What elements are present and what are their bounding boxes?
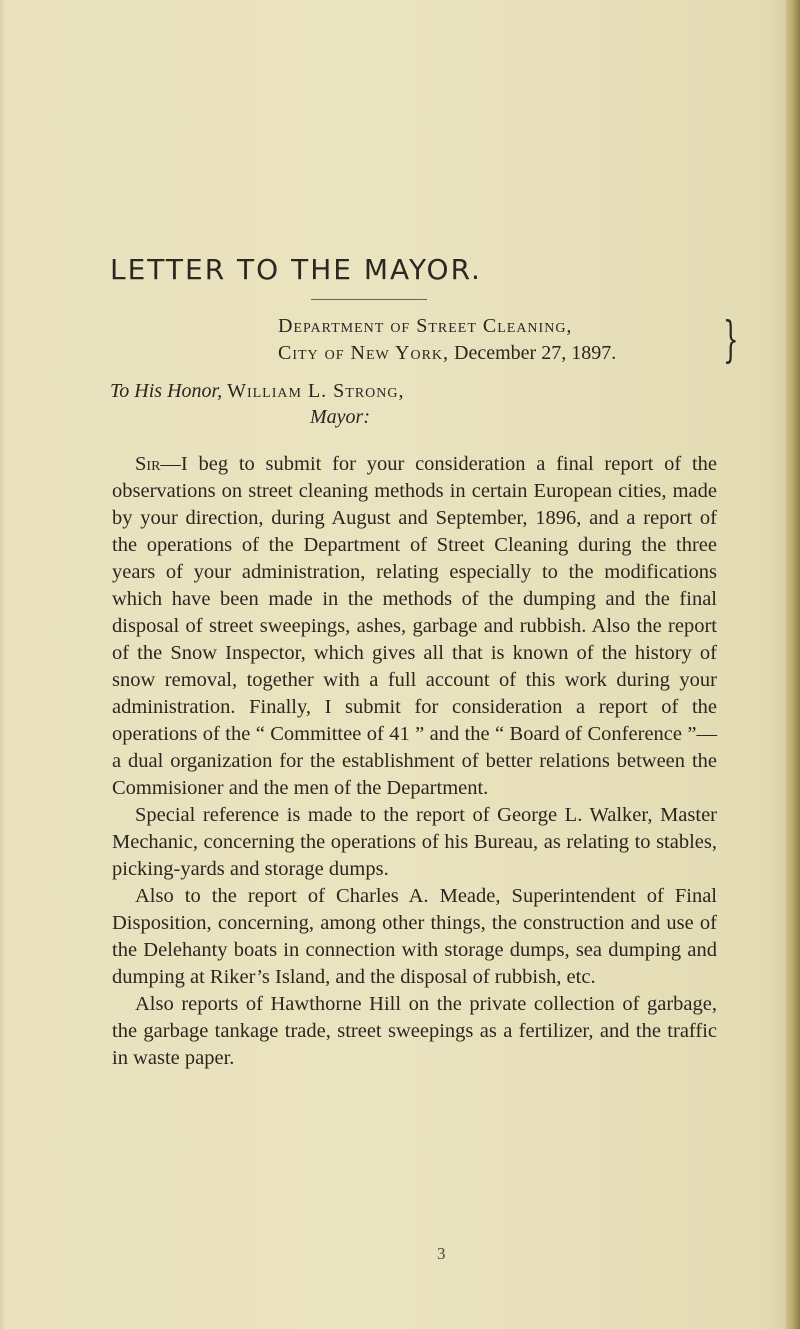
- paragraph-1-text: —I beg to submit for your consideration a final report of the observations on street cleaning methods in certain European cities, made by your direction, during August and September, 1896, and a report of the operations of the Department of Street Cleaning during the three years of your administration, relating especially to the modifications which have been made in the methods of the dumping and the final disposal of street sweepings, ashes, garbage and rubbish. Also the report of the Snow Inspector, which gives all that is known of the history of snow removal, together with a full account of this work during your administration. Finally, I submit for consideration a report of the operations of the “ Committee of 41 ” and the “ Board of Conference ”—a dual organization for the establishment of better relations between the Commisioner and the men of the Department.: [112, 453, 717, 799]
- letter-body: [112, 451, 717, 1072]
- title-divider: [311, 299, 427, 300]
- letter-date: December 27, 1897.: [454, 342, 617, 364]
- paragraph-3: Also to the report of Charles A. Meade, Superintendent of Final Disposition, concerning, among other things, the construction and use of the Delehanty boats in connection with storage dumps, sea dumping and dumping at Riker’s Island, and the disposal of rubbish, etc.: [112, 885, 717, 988]
- paragraph-4: Also reports of Hawthorne Hill on the private collection of garbage, the garbage tankage trade, street sweepings as a fertilizer, and the traffic in waste paper.: [112, 993, 717, 1069]
- greeting: Sir: [135, 453, 161, 475]
- addressee: [110, 376, 405, 406]
- page-left-edge: [0, 0, 6, 1329]
- dateline-brace: }: [723, 311, 739, 368]
- page-title: LETTER TO THE MAYOR.: [110, 253, 482, 286]
- department-line: Department of Street Cleaning,: [278, 315, 573, 337]
- city-name: City of New York,: [278, 342, 450, 364]
- addressee-title: Mayor:: [310, 406, 370, 428]
- date-line: [278, 340, 738, 367]
- paragraph-1: [112, 451, 717, 802]
- addressee-honorific: To His Honor,: [110, 380, 223, 402]
- paragraph-2: Special reference is made to the report of George L. Walker, Master Mechanic, concerning the operations of his Bureau, as relating to stables, picking-yards and storage dumps.: [112, 804, 717, 880]
- dateline: [278, 313, 738, 367]
- page-number: 3: [437, 1244, 446, 1263]
- page-right-edge: [786, 0, 800, 1329]
- addressee-name: William L. Strong,: [227, 380, 405, 402]
